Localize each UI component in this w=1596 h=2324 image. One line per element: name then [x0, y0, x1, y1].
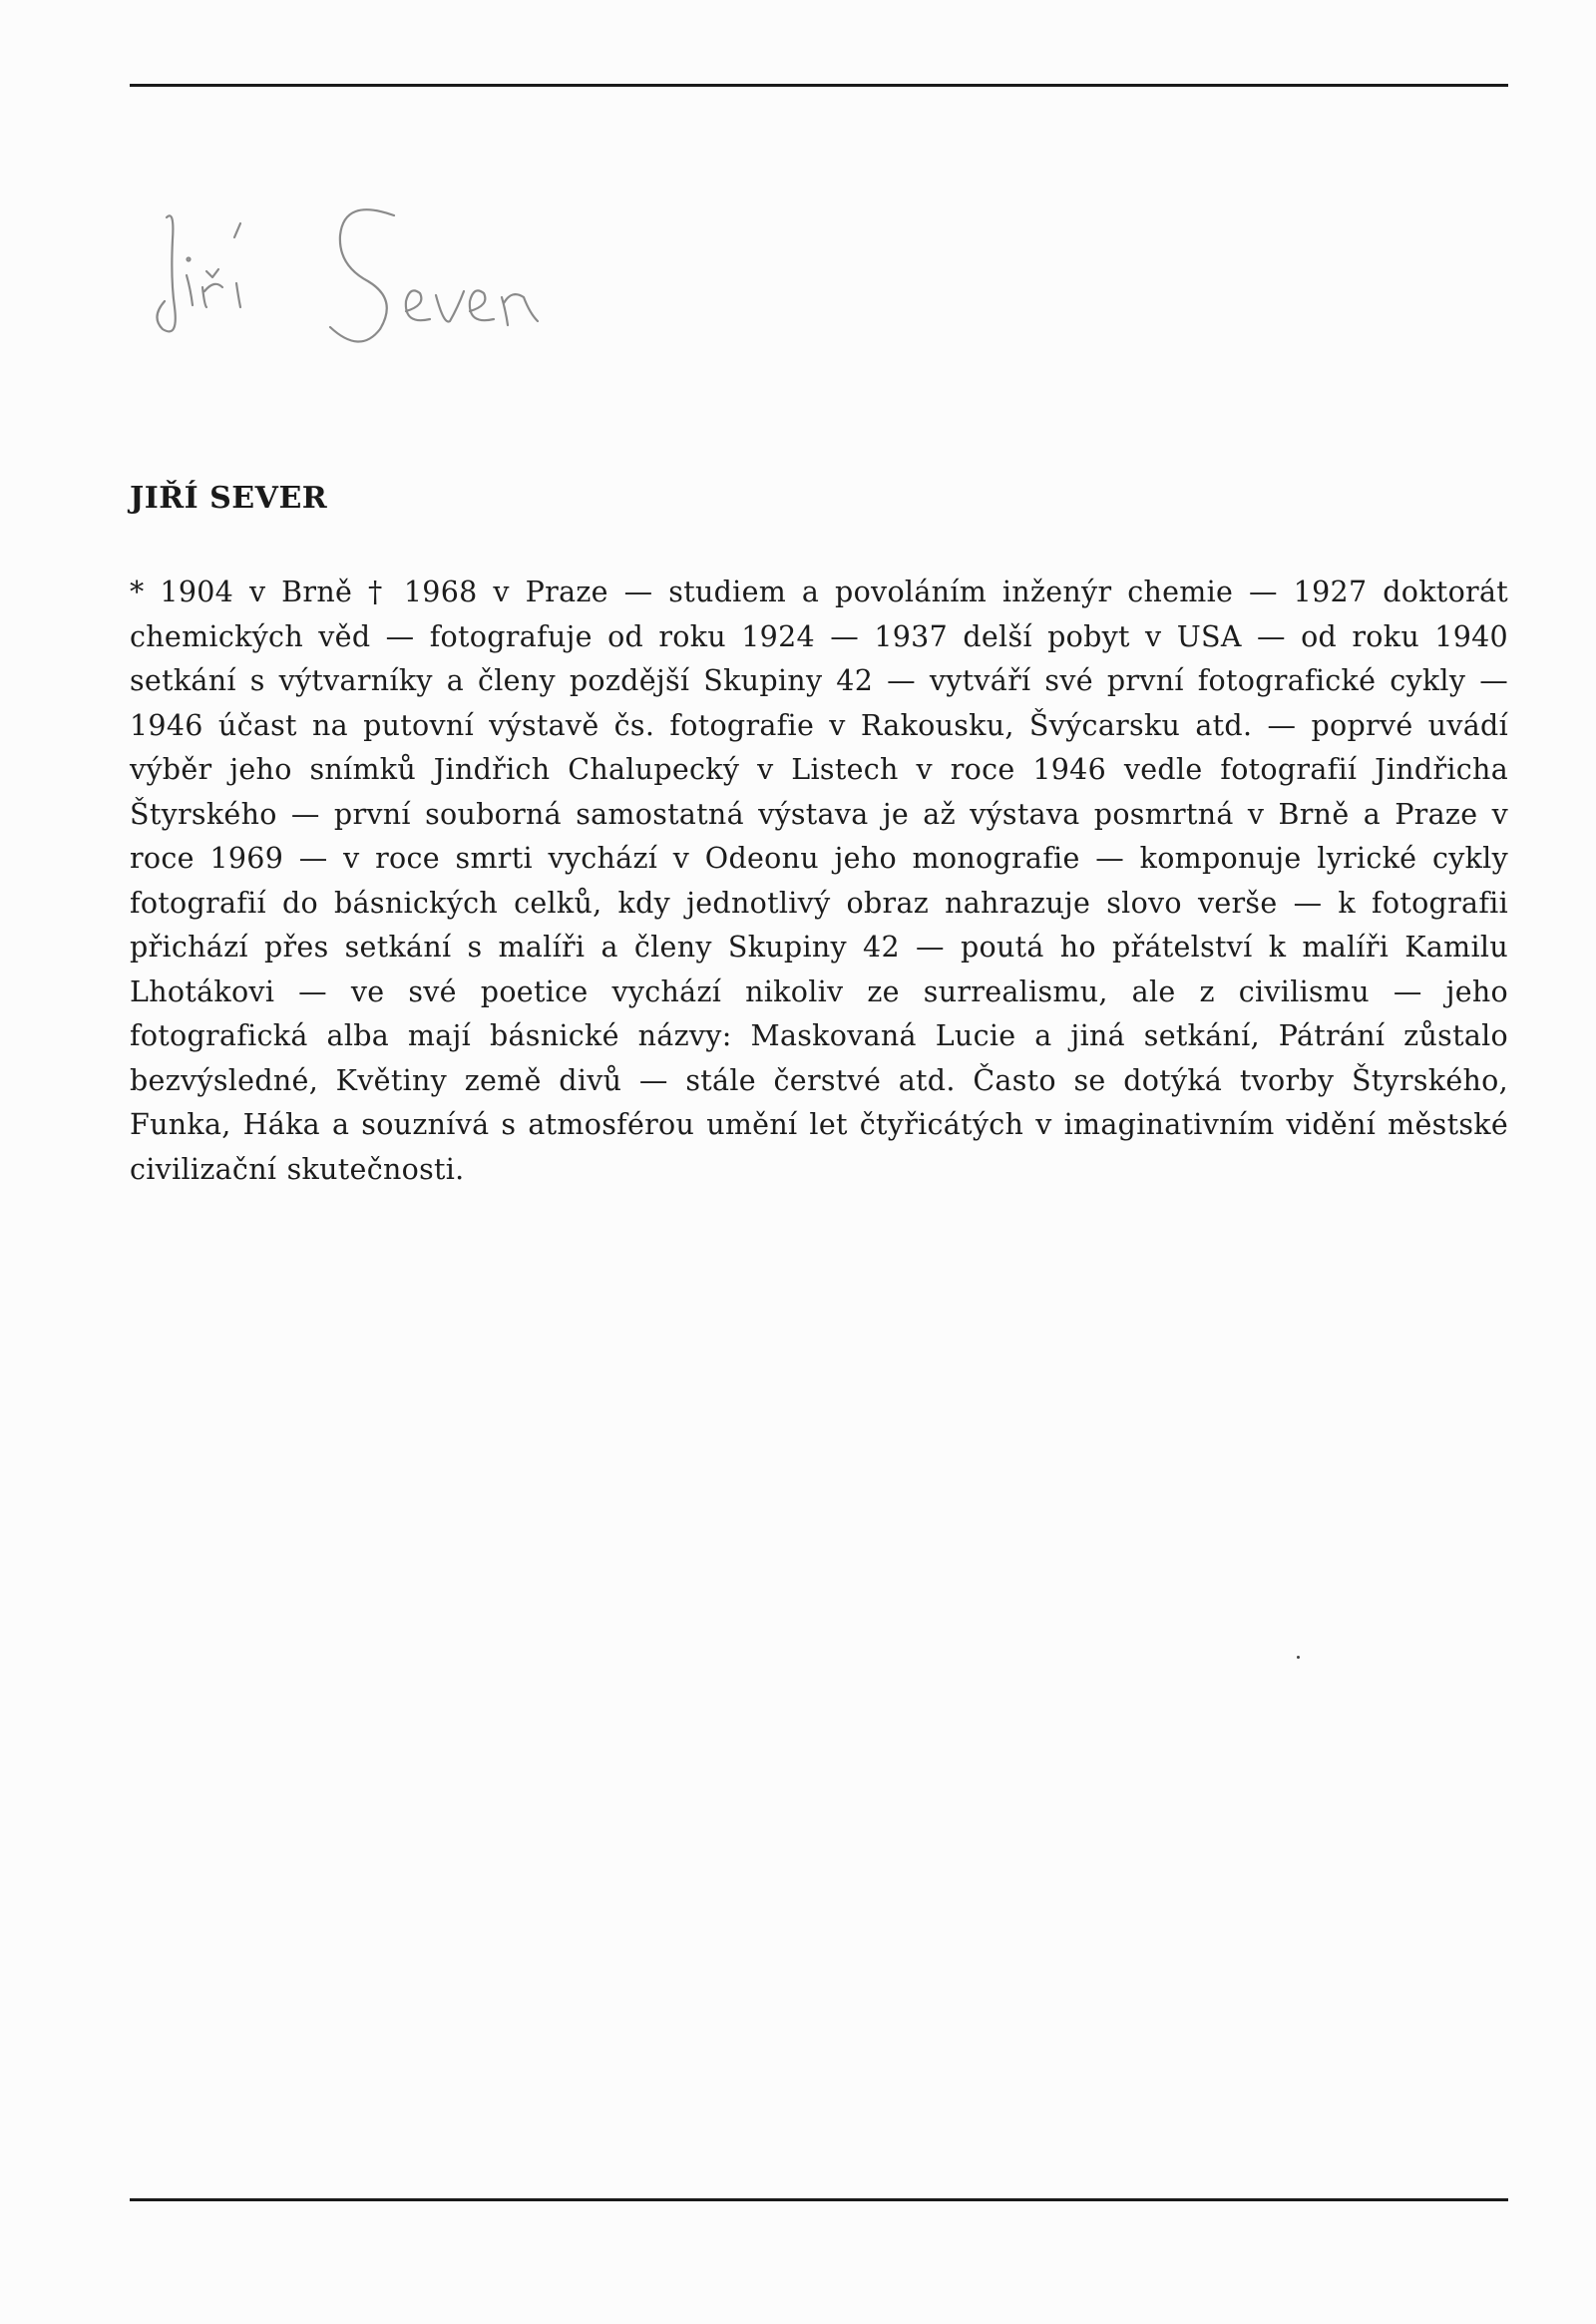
bottom-rule [130, 2198, 1508, 2201]
signature-drawing [145, 180, 643, 359]
biography-text: * 1904 v Brně † 1968 v Praze — studiem a povoláním inženýr chemie — 1927 doktorát chemických věd — fotografuje od roku 1924 — 1937 delší pobyt v USA — od roku 1940 setkání s výtvarníky a členy pozdější Skupiny 42 — vytváří své první fotografické cykly — 1946 účast na putovní výstavě čs. fotografie v Rakousku, Švýcarsku atd. — poprvé uvádí výběr jeho snímků Jindřich Chalupecký v Listech v roce 1946 vedle fotografií Jindřicha Štyrského — první souborná samostatná výstava je až výstava posmrtná v Brně a Praze v roce 1969 — v roce smrti vychází v Odeonu jeho monografie — komponuje lyrické cykly fotografií do básnických celků, kdy jednotlivý obraz nahrazuje slovo verše — k fotografii přichází přes setkání s malíři a členy Skupiny 42 — poutá ho přátelství k malíři Kamilu Lhotákovi — ve své poetice vychází nikoliv ze surrealismu, ale z civilismu — jeho fotografická alba mají básnické názvy: Maskovaná Lucie a jiná setkání, Pátrání zůstalo bezvýsledné, Květiny země divů — stále čerstvé atd. Často se dotýká tvorby Štyrského, Funka, Háka a souznívá s atmosférou umění let čtyřicátých v imaginativním vidění městské civilizační skutečnosti. [130, 576, 1508, 1186]
stray-mark [1297, 1656, 1300, 1659]
top-rule [130, 84, 1508, 87]
handwritten-signature [145, 180, 643, 359]
page-title: JIŘÍ SEVER [130, 481, 328, 516]
